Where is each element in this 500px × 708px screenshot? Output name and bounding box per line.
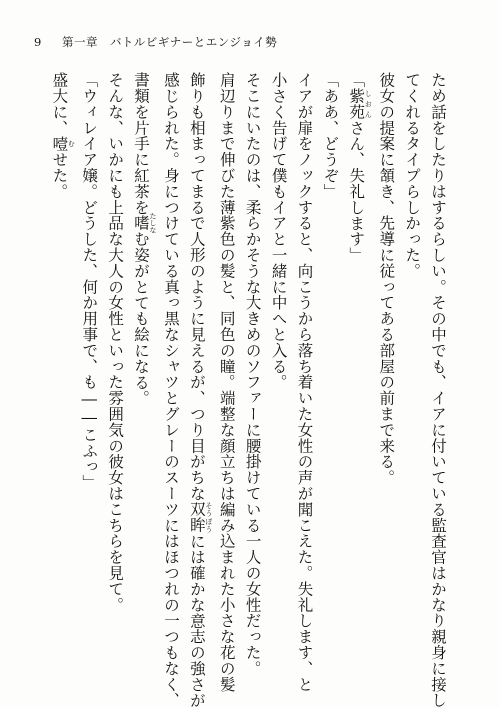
text-line-10: 飾りも相まってまるで人形のように見えるが、つり目がちな双眸 そうぼうには確かな意志の強さが [187,72,213,708]
text-line-8: そこにいたのは、柔らかそうな大きめのソファーに腰掛けている一人の女性だった。 [243,72,262,677]
text-line-5: 「ああ、どうぞ」 [321,72,340,200]
text-line-13: そんな、いかにも上品な大人の女性といった雰囲気の彼女はこちらを見て。 [106,72,125,613]
text-line-1: ため話をしたりはするらしい。その中でも、イアに付いている監査官はかなり親身に接し [429,72,447,708]
vertical-text-body [45,72,450,708]
text-line-7: 小さく告げて僕もイアと一緒に中へと入る。 [269,72,288,390]
text-line-11: 感じられた。身につけている真っ黒なシャツとグレーのスーツにはほつれの一つもなく、 [161,72,180,708]
running-header [34,34,277,50]
text-line-3: 彼女の提案に頷き、先導に従ってある部屋の前まで来る。 [377,72,396,486]
ruby-museta: 噎 む [50,135,76,152]
text-line-9: 肩辺りまで伸びた薄紫色の髪と、同色の瞳。端整な顔立ちは編み込まれた小さな花の髪 [217,72,236,693]
text-line-6: イアが扉をノックすると、向こうから落ち着いた女性の声が聞こえた。失礼します、と [295,72,314,693]
ruby-shion: 紫苑 しおん [347,87,373,120]
page-number: 9 [34,35,42,49]
ruby-souboku: 双眸 そうぼう [187,501,213,534]
text-line-12: 書類を片手に紅茶を嗜 たしなむ姿がとても絵になる。 [132,72,158,406]
text-line-2: てくれるタイプらしかった。 [403,72,422,279]
chapter-title: 第一章 バトルビギナーとエンジョイ勢 [61,35,278,49]
text-line-15: 盛大に、噎 むせた。 [50,72,76,200]
text-line-4 [342,72,372,657]
ruby-line-4: 「紫苑 しおんさん、失礼します」 [347,72,373,263]
ruby-tashinamu: 嗜 たしな [132,212,158,234]
text-line-14: 「ウィレイア嬢。どうした、何か用事で、も――こふっ」 [80,72,99,491]
